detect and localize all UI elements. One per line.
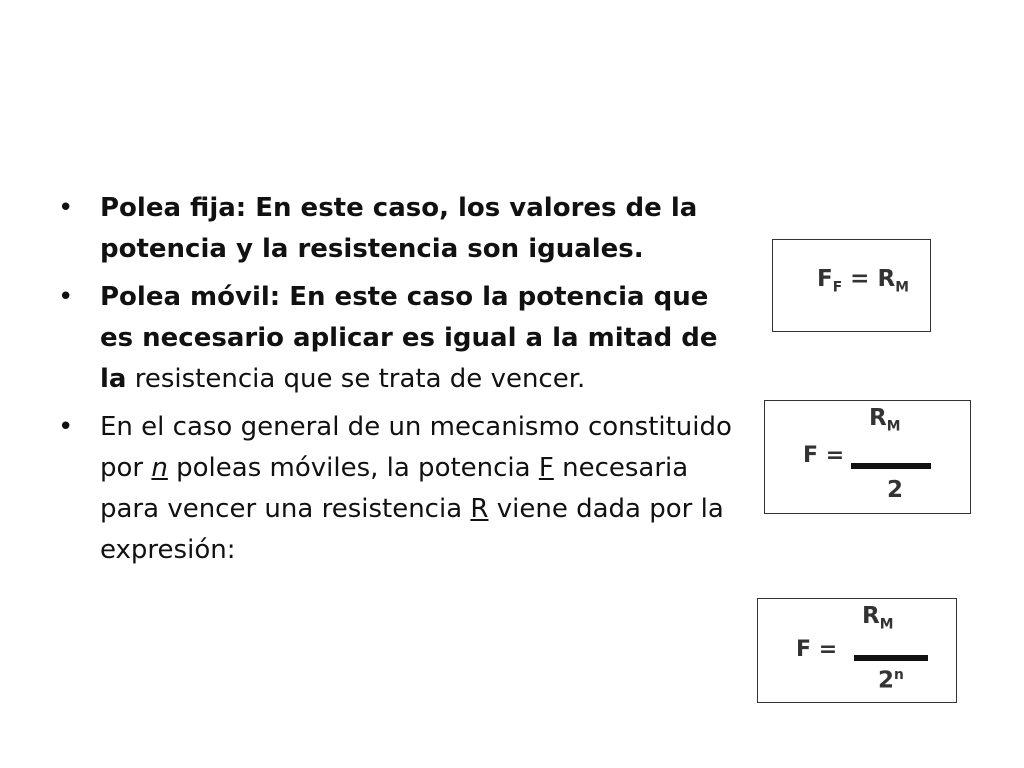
bullet-dot: •: [58, 193, 74, 223]
formula-general-num: R: [862, 603, 880, 629]
polea-movil-text: Polea móvil: En este caso la potencia que es necesario aplicar es igual a la mitad de la: [100, 282, 718, 394]
bullet-polea-movil: [58, 277, 748, 400]
formula-movable-numerator: [869, 405, 900, 435]
formula-box-n-pulleys: [757, 598, 957, 703]
polea-movil-continuation: resistencia que se trata de vencer.: [134, 364, 586, 394]
formula-general-den-sup: n: [894, 667, 904, 683]
formula-movable-lhs: F =: [803, 443, 845, 468]
variable-F: F: [538, 453, 554, 483]
formula-fixed-lhs-sub: F: [832, 279, 843, 296]
formula-movable-num-sub: M: [886, 418, 901, 435]
formula-movable-den: 2: [887, 477, 904, 503]
bullet-dot: •: [58, 412, 74, 442]
formula-box-fixed-pulley: [772, 239, 931, 332]
variable-R: R: [470, 494, 489, 524]
fraction-bar: [851, 463, 931, 469]
formula-box-movable-pulley: [764, 400, 971, 514]
caso-general-text-3: necesaria para vencer una resistencia: [100, 453, 689, 524]
fraction-bar: [854, 655, 928, 661]
bullet-caso-general: [58, 407, 748, 571]
bullet-dot: •: [58, 282, 74, 312]
caso-general-text-4: viene dada por la expresión:: [100, 494, 724, 565]
bullet-list: [58, 188, 748, 578]
formula-general-denominator: [878, 667, 904, 694]
formula-general-den: 2: [878, 667, 895, 694]
formula-general-numerator: [862, 603, 893, 633]
formula-fixed-rhs-sub: M: [895, 279, 909, 296]
formula-fixed-equals: =: [850, 266, 870, 292]
variable-n: n: [151, 453, 168, 483]
polea-fija-text: Polea fija: En este caso, los valores de la potencia y la resistencia son iguales.: [100, 193, 698, 264]
caso-general-text-1: En el caso general de un mecanismo constituido por: [100, 412, 732, 483]
formula-fixed-expression: [817, 266, 909, 296]
formula-general-lhs: F =: [796, 637, 838, 662]
formula-movable-num: R: [869, 405, 887, 431]
formula-fixed-rhs: R: [877, 266, 896, 292]
caso-general-text-2: poleas móviles, la potencia: [167, 453, 539, 483]
bullet-polea-fija: [58, 188, 748, 270]
formula-general-num-sub: M: [879, 616, 894, 633]
formula-fixed-lhs: F: [817, 266, 833, 292]
